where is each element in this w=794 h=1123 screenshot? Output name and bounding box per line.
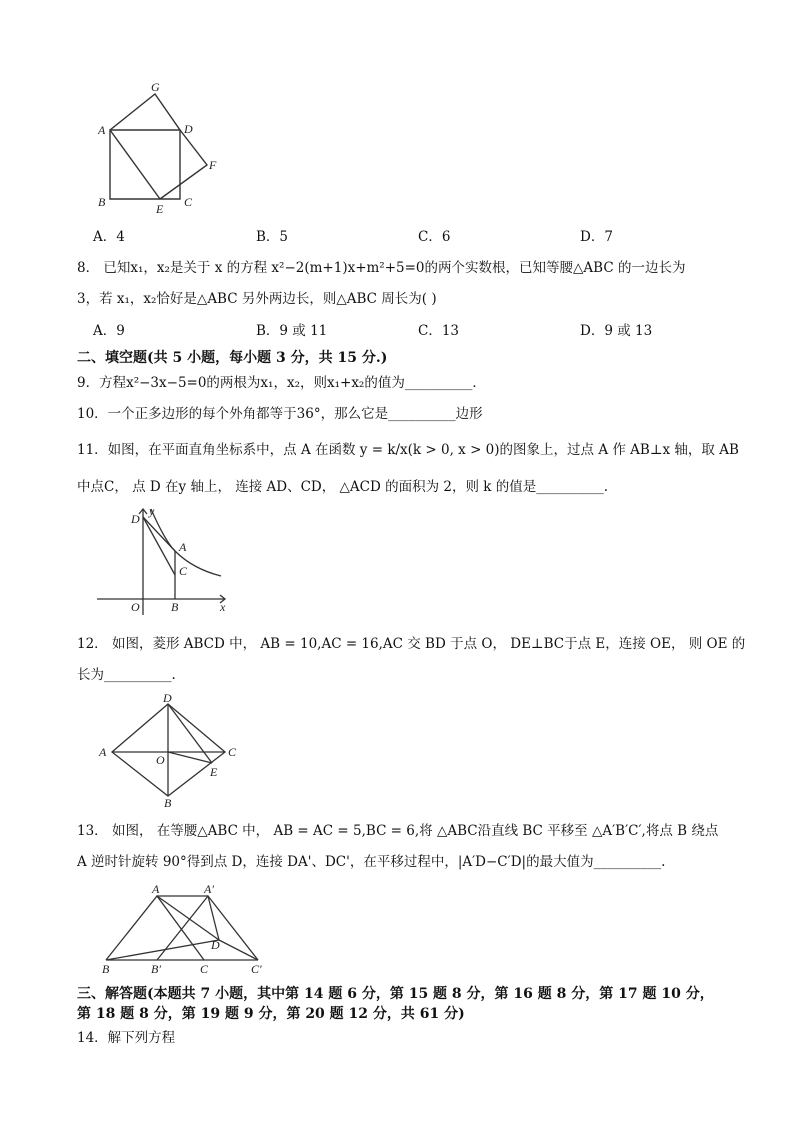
fig12-label-o: O [156,753,165,767]
segment-ae [110,130,160,199]
figure-q11-hyperbola [93,503,238,621]
q13-stem-line1: 13． 如图， 在等腰△ABC 中， AB = AC = 5,BC = 6,将 △ABC沿直线 BC 平移至 △A′B′C′,将点 B 绕点 [77,823,719,839]
fig7-label-c: C [184,195,193,209]
segment-ef-fd [160,130,207,199]
section-2-heading: 二、填空题(共 5 小题，每小题 3 分，共 15 分.) [77,350,388,366]
q8-option-b: B．9 或 11 [256,323,328,339]
fig13-label-a-prime: A′ [204,882,214,896]
q8-option-a: A．9 [93,323,125,339]
square-abcd [110,130,180,199]
q12-stem-line2: 长为__________. [77,667,176,683]
q7-option-a: A．4 [93,229,125,245]
section-3-heading-line1: 三、解答题(本题共 7 小题，其中第 14 题 6 分，第 15 题 8 分，第 16 题 8 分，第 17 题 10 分， [77,986,714,1002]
fig13-label-c-prime: C′ [251,962,262,976]
fig7-label-a: A [98,123,106,137]
fig11-label-o: O [131,600,140,614]
section-3-heading-line2: 第 18 题 8 分，第 19 题 9 分，第 20 题 12 分，共 61 分) [77,1006,465,1022]
q11-stem-line1: 11．如图，在平面直角坐标系中，点 A 在函数 y = k/x(k > 0, x > 0)的图象上，过点 A 作 AB⊥x 轴，取 AB [77,442,739,458]
fig13-label-a: A [152,882,160,896]
fig12-label-b: B [164,796,172,810]
fig7-label-f: F [209,158,217,172]
q7-option-d: D．7 [580,229,613,245]
fig7-label-g: G [151,80,160,94]
q8-stem-line2: 3，若 x₁，x₂恰好是△ABC 另外两边长，则△ABC 周长为( ) [77,291,437,307]
fig11-label-x: x [220,600,226,614]
figure-q7-square [92,78,232,216]
q7-option-c: C．6 [418,229,451,245]
q10-stem: 10．一个正多边形的每个外角都等于36°，那么它是__________边形 [77,406,483,422]
q11-stem-line2: 中点C， 点 D 在y 轴上， 连接 AD、CD， △ACD 的面积为 2，则 k 的值是__________. [77,479,609,495]
fig11-label-y: y [149,504,155,518]
q8-option-c: C．13 [418,323,460,339]
fig11-label-c: C [179,564,188,578]
q8-option-d: D．9 或 13 [580,323,653,339]
fig7-label-d: D [184,122,193,136]
fig11-label-d: D [131,512,140,526]
fig12-label-e: E [210,765,218,779]
fig7-label-e: E [156,202,164,216]
fig13-label-d: D [211,938,220,952]
fig13-label-c: C [200,962,209,976]
q7-option-b: B．5 [256,229,289,245]
triangle-agd [110,94,180,130]
q12-stem-line1: 12． 如图，菱形 ABCD 中， AB = 10,AC = 16,AC 交 BD 于点 O， DE⊥BC于点 E，连接 OE， 则 OE 的 [77,636,746,652]
figure-q12-rhombus [94,690,246,810]
fig12-label-a: A [99,745,107,759]
fig11-label-a: A [179,540,187,554]
triangle-a-prime-b-prime-c-prime [157,896,258,960]
segment-dc-prime [219,940,258,960]
q14-stem: 14．解下列方程 [77,1030,176,1046]
fig12-label-d: D [163,691,172,705]
figure-q13-translation [100,882,270,976]
segment-da-ab [143,517,175,599]
fig7-label-b: B [98,195,106,209]
q13-stem-line2: A 逆时针旋转 90°得到点 D，连接 DA'、DC'，在平移过程中，|A′D−C′D|的最大值为__________. [77,854,666,870]
q8-stem-line1: 8． 已知x₁，x₂是关于 x 的方程 x²−2(m+1)x+m²+5=0的两个实数根，已知等腰△ABC 的一边长为 [77,260,686,276]
q9-stem: 9．方程x²−3x−5=0的两根为x₁，x₂，则x₁+x₂的值为__________． [77,375,486,391]
fig11-label-b: B [171,600,179,614]
fig13-label-b-prime: B′ [151,962,161,976]
fig12-label-c: C [228,745,237,759]
triangle-abc [106,896,204,960]
fig13-label-b: B [102,962,110,976]
